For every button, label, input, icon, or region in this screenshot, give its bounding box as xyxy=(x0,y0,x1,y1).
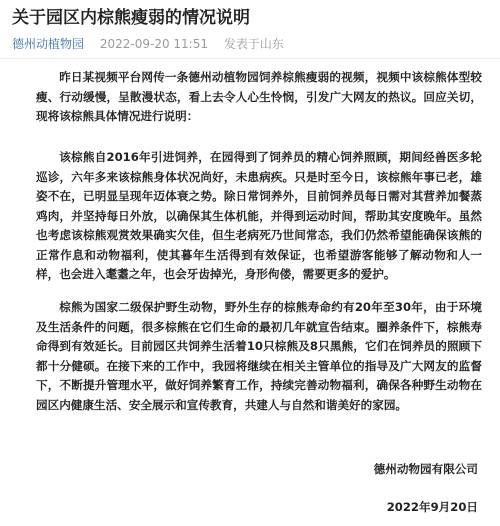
header-divider xyxy=(0,58,500,59)
article-paragraph: 棕熊为国家二级保护野生动物，野外生存的棕熊寿命约有20年至30年，由于环境及生活条件的问题，很多棕熊在它们生命的最初几年就宣告结束。圈养条件下，棕熊寿命得到有效延长。目前园区共饲养生活着10只棕熊及8只黑熊，它们在饲养员的照顾下都十分健硕。在接下来的工作中，我园将继续在相关主管单位的指导及广大网友的监督下，不断提升管理水平，做好饲养繁育工作，持续完善动物福利，确保各种野生动物在园区内健康生活、安全展示和宣传教育，共建人与自然和谐美好的家园。 xyxy=(36,300,482,412)
article-title: 关于园区内棕熊瘦弱的情况说明 xyxy=(12,8,250,28)
publish-date: 2022-09-20 11:51 xyxy=(99,37,208,51)
signature-date: 2022年9月20日 xyxy=(386,500,478,514)
source-account-link[interactable]: 德州动植物园 xyxy=(12,37,85,51)
article-meta xyxy=(12,36,492,52)
publish-location: 发表于山东 xyxy=(223,37,284,51)
article-paragraph: 昨日某视频平台网传一条德州动植物园饲养棕熊瘦弱的视频，视频中该棕熊体型较瘦、行动缓慢，呈散漫状态，看上去令人心生怜悯，引发广大网友的热议。回应关切，现将该棕熊具体情况进行说明： xyxy=(36,70,482,123)
article-paragraph: 该棕熊自2016年引进饲养，在园得到了饲养员的精心饲养照顾，期间经兽医多轮巡诊，六年多来该棕熊身体状况尚好，未患病疾。只是时至今日，该棕熊年事已老，雄姿不在，已明显呈现年迈体衰之势。除日常饲养外，目前饲养员每日需对其营养加餐蒸鸡肉，并坚持每日外放，以确保其生体机能，并得到运动时间，帮助其安度晚年。虽然也考虑该棕熊观赏效果确实欠佳，但生老病死乃世间常态，我们仍然希望能确保该熊的正常作息和动物福利，使其暮年生活得到有效保证，也希望游客能够了解动物和人一样，也会进入耄耋之年，也会牙齿掉光，身形佝偻，需要更多的爱护。 xyxy=(36,150,482,281)
signature-organization: 德州动物园有限公司 xyxy=(373,462,478,476)
